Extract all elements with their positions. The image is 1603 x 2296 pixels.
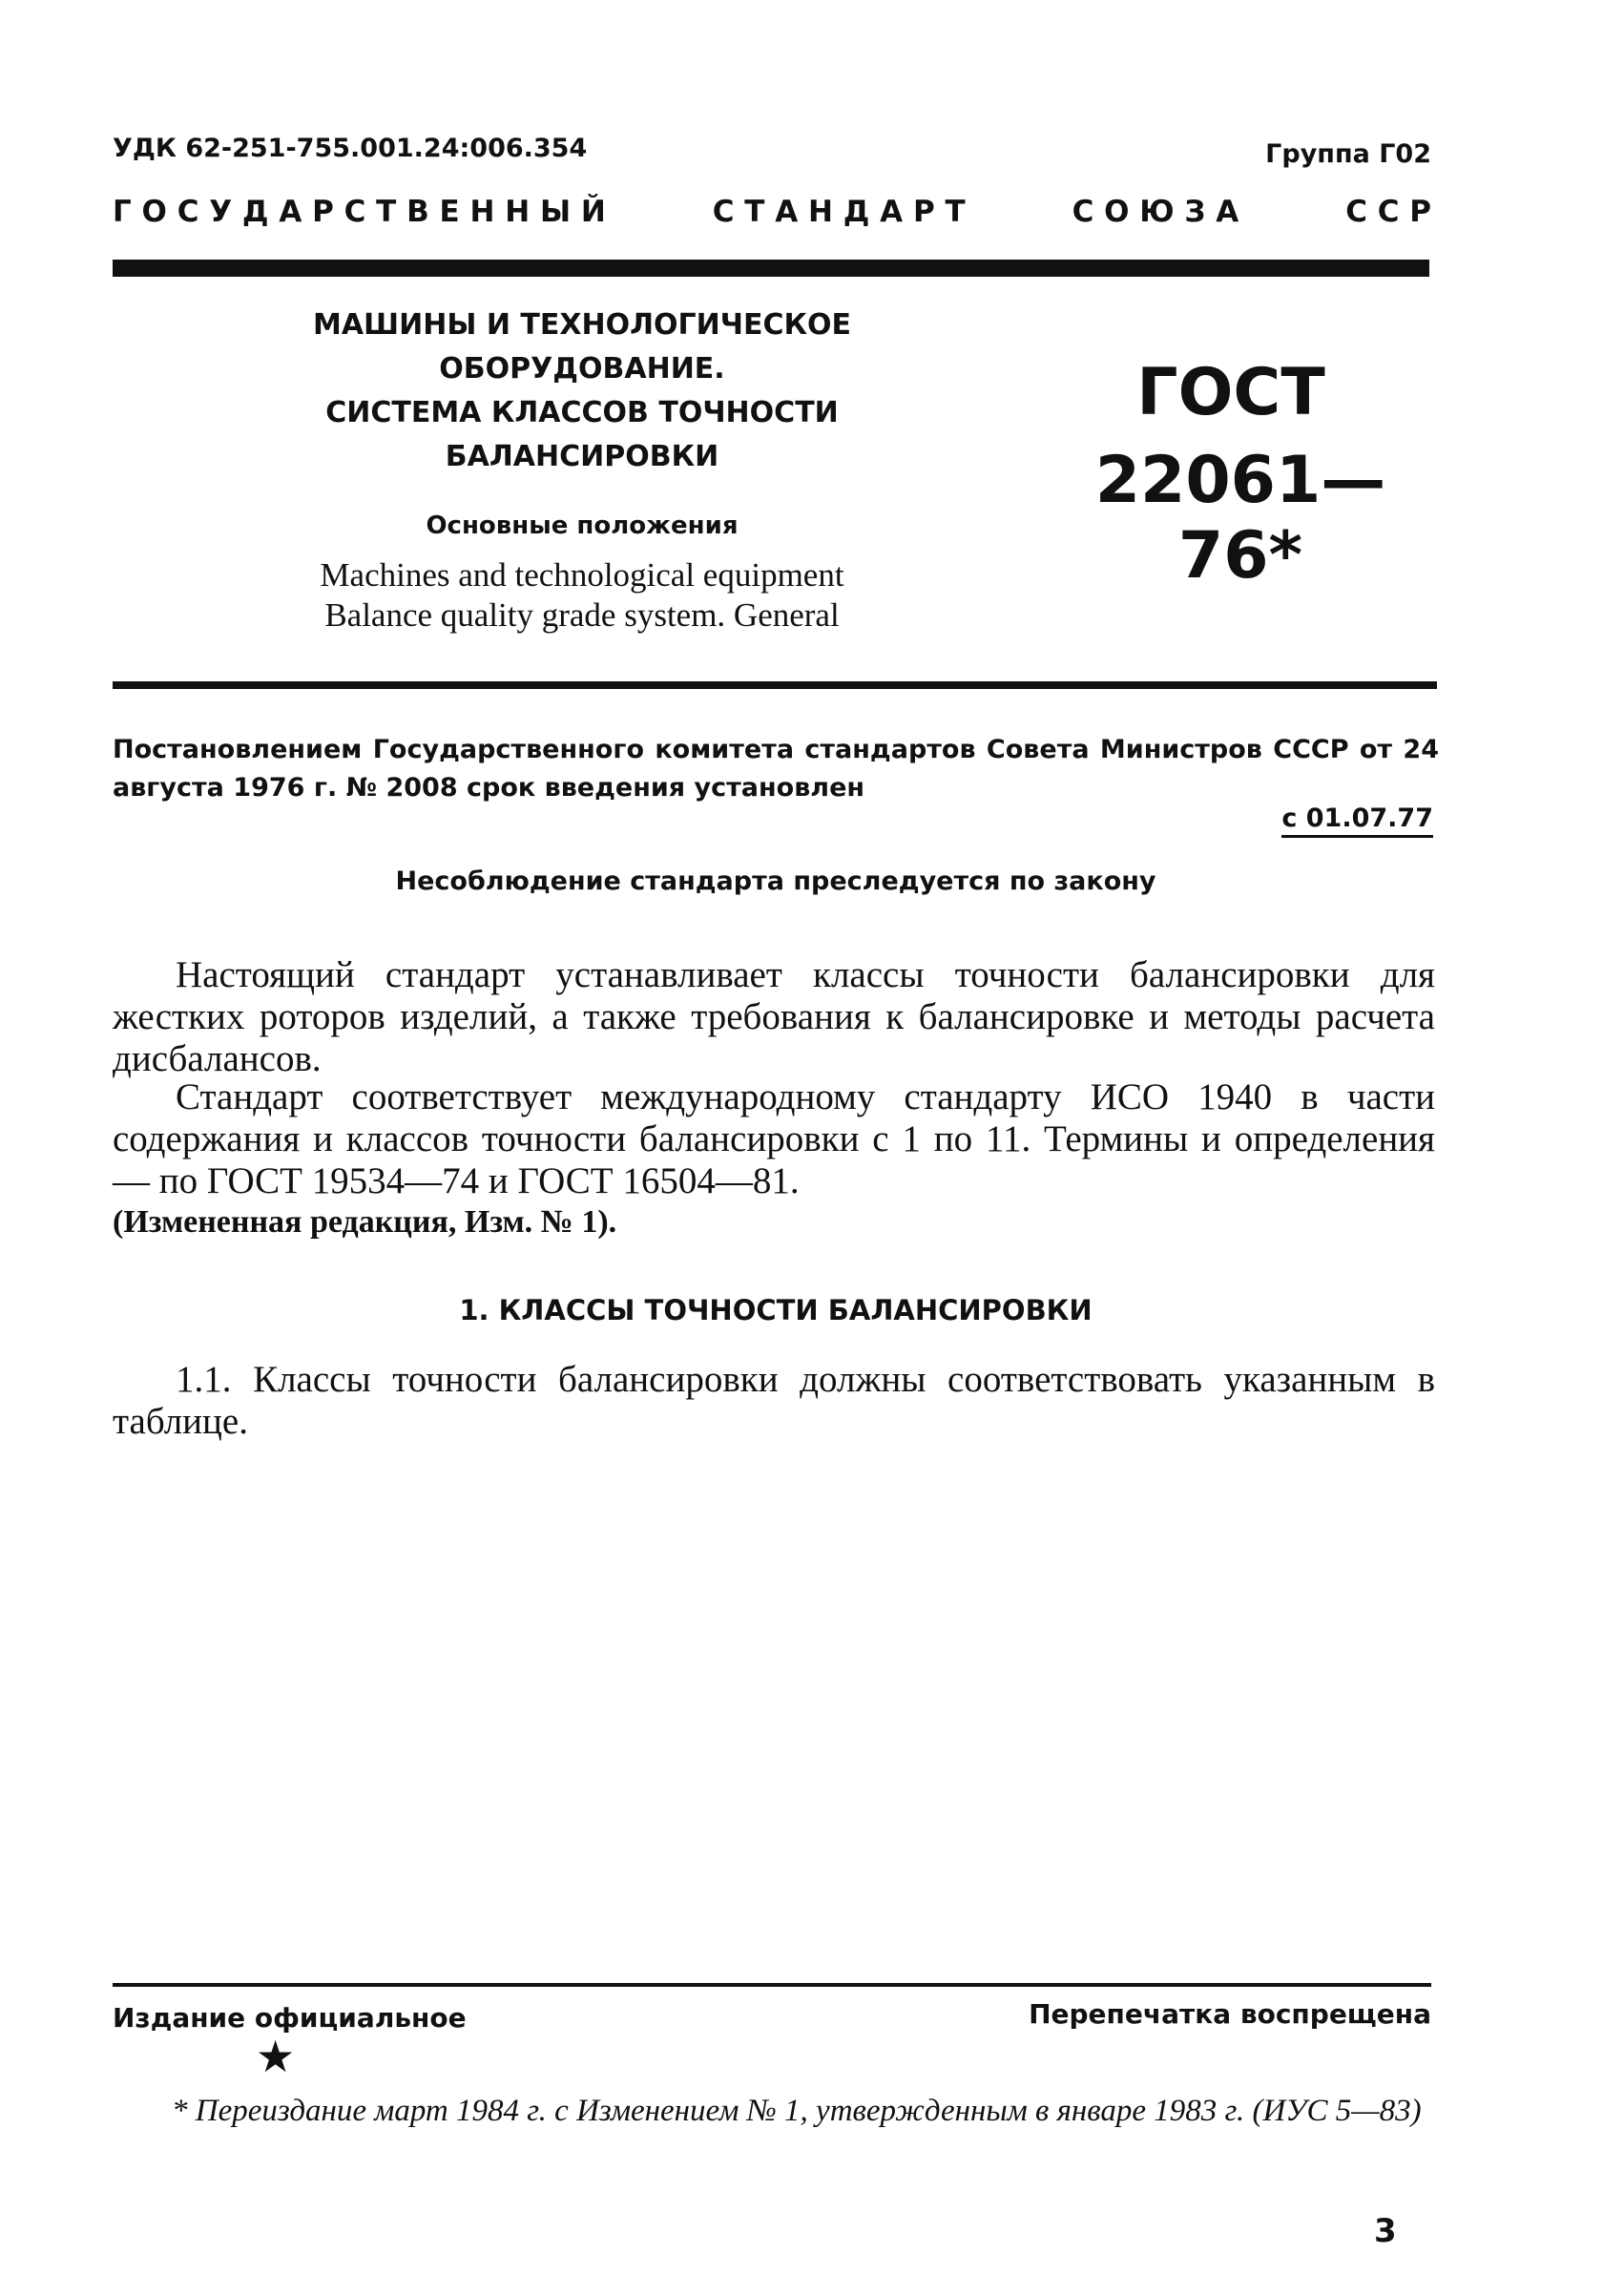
document-title: [267, 303, 897, 479]
title-line-4: БАЛАНСИРОВКИ: [445, 440, 719, 473]
footnote: * Переиздание март 1984 г. с Изменением № 1, утвержденным в январе 1983 г. (ИУС 5—83): [172, 2094, 1422, 2128]
paragraph-compliance: Стандарт соответствует международному стандарту ИСО 1940 в части содержания и классов точности балансировки с 1 по 11. Термины и определения — по ГОСТ 19534—74 и ГОСТ 16504—81.: [113, 1076, 1435, 1201]
section-heading: 1. КЛАССЫ ТОЧНОСТИ БАЛАНСИРОВКИ: [459, 1294, 1093, 1326]
english-title-line-2: Balance quality grade system. General: [324, 596, 840, 634]
english-title: [248, 555, 916, 636]
title-line-2: ОБОРУДОВАНИЕ.: [439, 352, 725, 386]
udk-code: УДК 62-251-755.001.24:006.354: [113, 134, 588, 163]
reprint-notice: Перепечатка воспрещена: [1029, 1998, 1431, 2030]
heading-word-2: С Т А Н Д А Р Т: [712, 195, 966, 229]
official-edition-label: Издание официальное: [113, 2002, 467, 2034]
paragraph-scope: Настоящий стандарт устанавливает классы точности балансировки для жестких роторов изделий, а также требования к балансировке и методы расчета дисбалансов.: [113, 954, 1435, 1079]
english-title-line-1: Machines and technological equipment: [320, 556, 844, 594]
decree-text: Постановлением Государственного комитета стандартов Совета Министров СССР от 24 августа 1976 г. № 2008 срок введения установлен: [113, 735, 1439, 803]
amendment-note: (Измененная редакция, Изм. № 1).: [113, 1204, 617, 1240]
effective-date: с 01.07.77: [1281, 804, 1433, 838]
title-line-3: СИСТЕМА КЛАССОВ ТОЧНОСТИ: [325, 396, 839, 429]
gost-number: 22061—76*: [1094, 443, 1386, 594]
header-divider: [113, 260, 1429, 277]
heading-word-3: С О Ю З А: [1072, 195, 1239, 229]
legal-notice: Несоблюдение стандарта преследуется по закону: [395, 866, 1156, 896]
heading-word-4: С С Р: [1345, 195, 1431, 229]
paragraph-1-1: 1.1. Классы точности балансировки должны соответствовать указанным в таблице.: [113, 1359, 1435, 1442]
title-line-1: МАШИНЫ И ТЕХНОЛОГИЧЕСКОЕ: [312, 308, 852, 342]
document-subtitle: Основные положения: [426, 511, 739, 540]
title-divider: [113, 681, 1437, 689]
page-number: 3: [1374, 2212, 1397, 2250]
group-code: Группа Г02: [1265, 139, 1431, 169]
star-icon: ★: [256, 2031, 296, 2082]
footer-divider: [113, 1983, 1431, 1987]
gost-label: ГОСТ: [1136, 355, 1325, 430]
state-standard-heading: [113, 195, 1431, 229]
heading-word-1: Г О С У Д А Р С Т В Е Н Н Ы Й: [113, 195, 606, 229]
